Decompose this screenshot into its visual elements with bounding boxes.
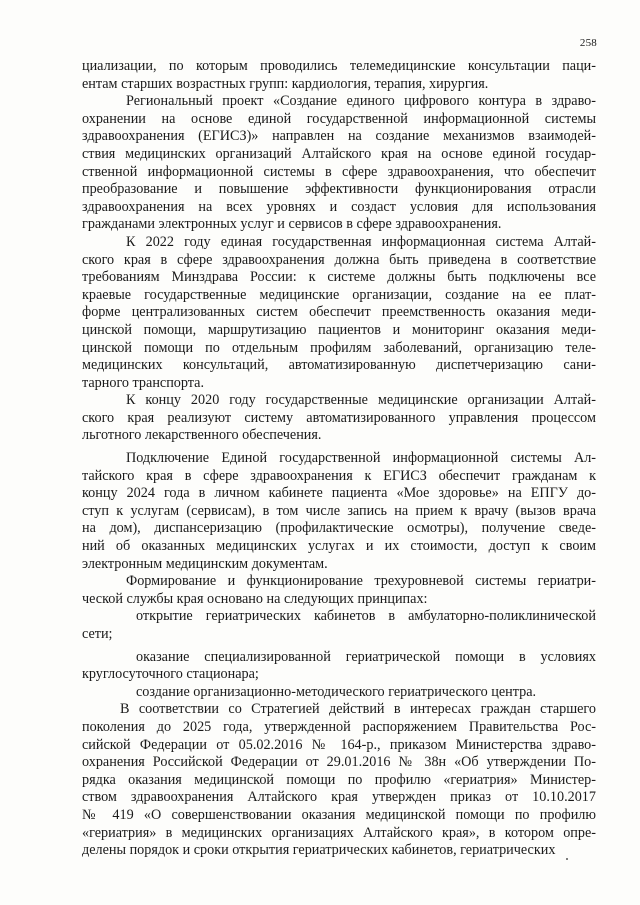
- text-line: льготного лекарственного обеспечения.: [82, 427, 322, 444]
- text-line: № 419 «О совершенствовании оказания медицинской помощи по профилю: [82, 806, 596, 823]
- paragraph: [82, 608, 596, 643]
- paragraph: [82, 58, 596, 93]
- text-line: делены порядок и сроки открытия гериатрических кабинетов, гериатрических: [82, 842, 556, 859]
- text-line: К 2022 году единая государственная информационная система Алтай-: [126, 233, 596, 250]
- text-line: гражданами электронных услуг и сервисов в сфере здравоохранения.: [82, 216, 502, 233]
- text-line: К концу 2020 году государственные медицинские организации Алтай-: [126, 392, 596, 409]
- body-text: [82, 58, 596, 860]
- text-line: оказание специализированной гериатрической помощи в условиях: [136, 648, 596, 665]
- text-line: В соответствии со Стратегией действий в интересах граждан старшего: [120, 701, 596, 718]
- text-line: ствия медицинских организаций Алтайского края на основе единой государ-: [82, 145, 596, 162]
- text-line: сети;: [82, 626, 113, 642]
- text-line: ентам старших возрастных групп: кардиология, терапия, хирургия.: [82, 75, 489, 92]
- text-line: создание организационно-методического гериатрического центра.: [136, 683, 537, 700]
- paragraph: [82, 649, 596, 684]
- text-line: Формирование и функционирование трехуровневой системы гериатри-: [126, 573, 596, 590]
- scan-speck: [566, 858, 568, 860]
- text-line: Региональный проект «Создание единого цифрового контура в здраво-: [126, 93, 596, 110]
- page-number: 258: [579, 37, 597, 49]
- paragraph: [82, 234, 596, 392]
- text-line: тарного транспорта.: [82, 374, 205, 391]
- text-line: концу 2024 года в личном кабинете пациента «Мое здоровье» на ЕПГУ до-: [82, 485, 596, 502]
- text-line: циализации, по которым проводились телемедицинские консультации паци-: [82, 58, 596, 74]
- paragraph: [82, 573, 596, 608]
- text-line: Подключение Единой государственной информационной системы Ал-: [126, 450, 596, 467]
- paragraph: [82, 93, 596, 234]
- text-line: цинской помощи, маршрутизацию пациентов и мониторинг оказания меди-: [82, 321, 596, 338]
- text-line: поколения до 2025 года, утвержденной распоряжением Правительства Рос-: [82, 718, 596, 735]
- text-line: здравоохранения на всех уровнях и создаст условия для использования: [82, 198, 596, 215]
- text-line: ского края в сфере здравоохранения должна быть приведена в соответствие: [82, 251, 596, 268]
- text-line: ний об оказанных медицинских услугах и их стоимости, доступ к своим: [82, 538, 596, 555]
- text-line: круглосуточного стационара;: [82, 666, 259, 683]
- paragraph: [82, 701, 596, 859]
- text-line: ственной информационной системы в сфере здравоохранения, что обеспечит: [82, 163, 596, 180]
- text-line: форме централизованных систем обеспечит преемственность оказания меди-: [82, 304, 596, 321]
- text-line: электронным медицинским документам.: [82, 555, 328, 572]
- text-line: цинской помощи по отдельным профилям заболеваний, организацию теле-: [82, 339, 596, 356]
- text-line: тайского края в сфере здравоохранения к ЕГИСЗ обеспечит гражданам к: [82, 467, 596, 484]
- text-line: преобразование и повышение эффективности функционирования отрасли: [82, 181, 596, 198]
- text-line: рядка оказания медицинской помощи по профилю «гериатрия» Министер-: [82, 771, 596, 788]
- paragraph: [82, 684, 596, 702]
- text-line: здравоохранения (ЕГИСЗ)» направлен на создание механизмов взаимодей-: [82, 128, 596, 145]
- text-line: на дом), диспансеризацию (профилактические осмотры), получение сведе-: [82, 520, 596, 537]
- text-line: ступ к услугам (сервисам), в том числе запись на прием к врачу (вызов врача: [82, 502, 596, 519]
- text-line: требованиям Минздрава России: к системе должны быть подключены все: [82, 269, 596, 286]
- text-line: открытие гериатрических кабинетов в амбулаторно-поликлинической: [136, 608, 596, 625]
- paragraph: [82, 392, 596, 445]
- text-line: охранении на основе единой государственной информационной системы: [82, 110, 596, 127]
- text-line: ческой службы края основано на следующих принципах:: [82, 590, 428, 607]
- text-line: охранения Российской Федерации от 29.01.2016 № 38н «Об утверждении По-: [82, 754, 596, 771]
- text-line: медицинских консультаций, автоматизированную диспетчеризацию сани-: [82, 357, 596, 374]
- paragraph: [82, 450, 596, 573]
- text-line: сийской Федерации от 05.02.2016 № 164-р., приказом Министерства здраво-: [82, 736, 596, 753]
- text-line: ского края реализуют систему автоматизированного управления процессом: [82, 409, 596, 426]
- text-line: «гериатрия» в медицинских организациях Алтайского края», в котором опре-: [82, 824, 596, 841]
- text-line: краевые государственные медицинские организации, создание на ее плат-: [82, 286, 596, 303]
- text-line: ством здравоохранения Алтайского края утвержден приказ от 10.10.2017: [82, 789, 596, 806]
